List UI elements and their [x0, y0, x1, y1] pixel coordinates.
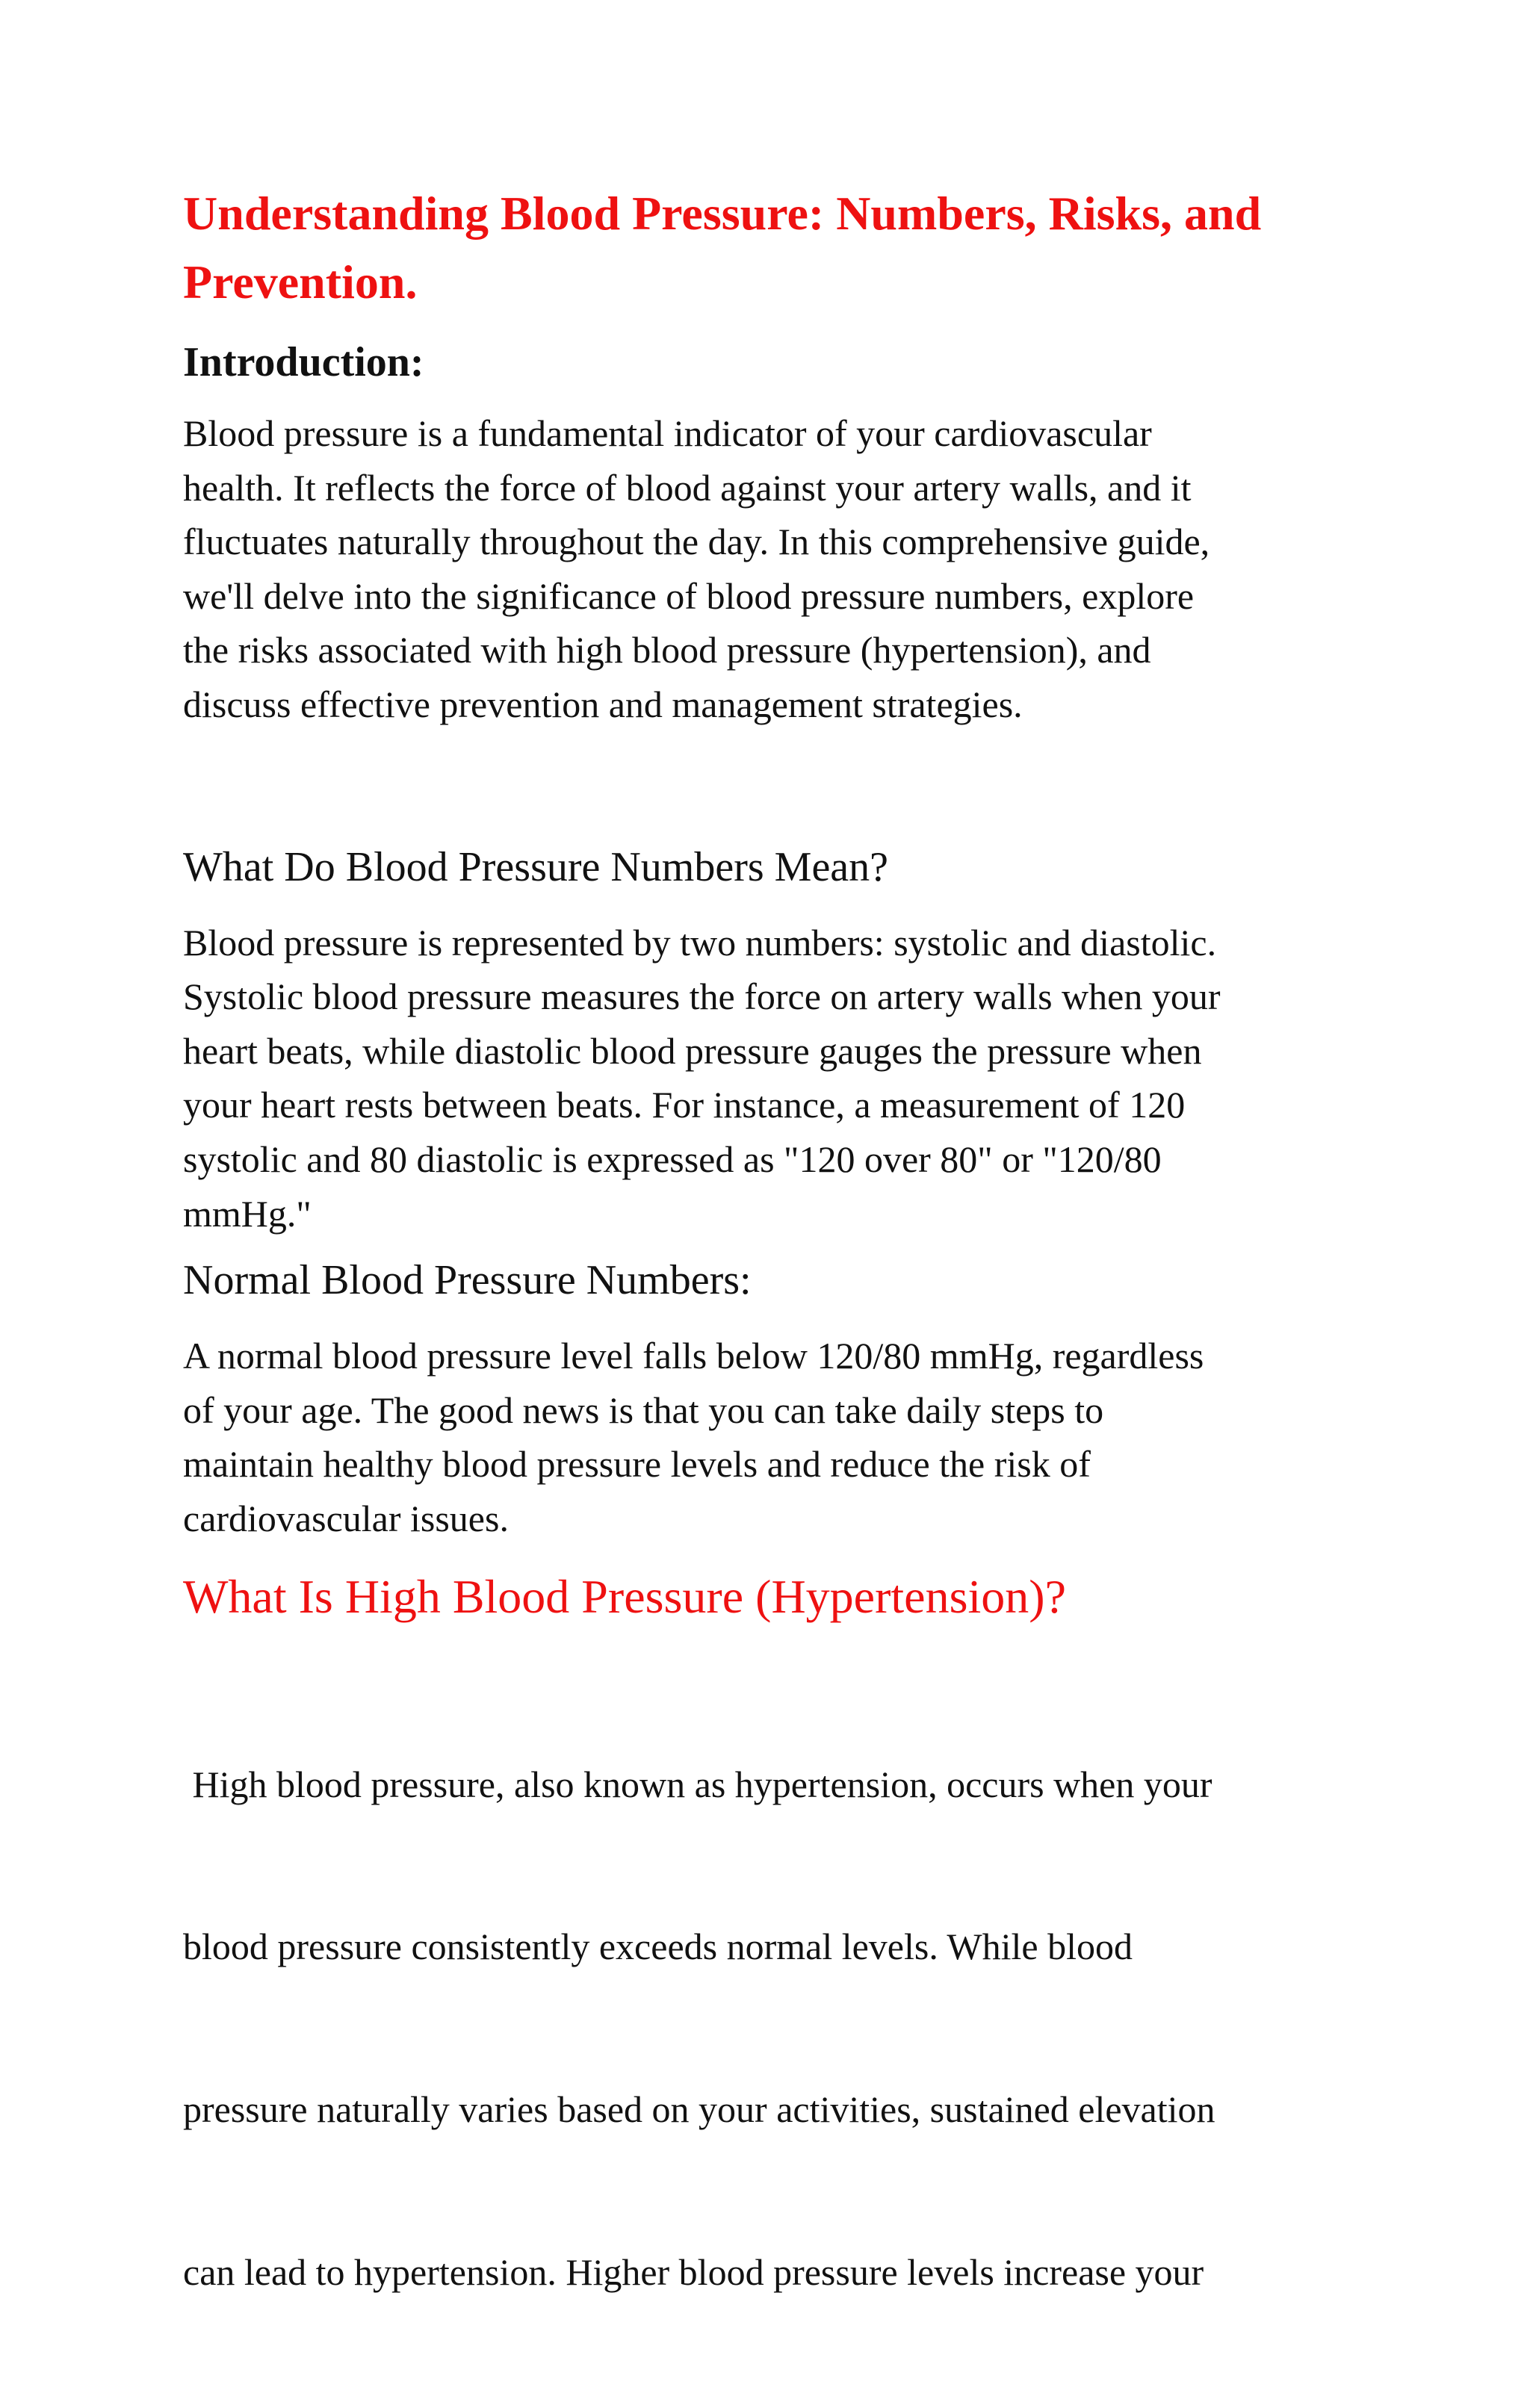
paragraph-line: we'll delve into the significance of blood pressure numbers, explore — [183, 574, 1195, 617]
paragraph-line: cardiovascular issues. — [183, 1497, 509, 1539]
paragraph-numbers-meaning — [183, 916, 1356, 1241]
paragraph-line: blood pressure consistently exceeds normal levels. While blood — [183, 1926, 1133, 1968]
paragraph-line: High blood pressure, also known as hypertension, occurs when your — [183, 1763, 1212, 1805]
paragraph-line: fluctuates naturally throughout the day. In this comprehensive guide, — [183, 521, 1210, 563]
paragraph-line: Blood pressure is represented by two numbers: systolic and diastolic. — [183, 921, 1217, 963]
heading-numbers-meaning: What Do Blood Pressure Numbers Mean? — [183, 843, 889, 890]
paragraph-line: your heart rests between beats. For instance, a measurement of 120 — [183, 1084, 1186, 1126]
paragraph-line: A normal blood pressure level falls below 120/80 mmHg, regardless — [183, 1335, 1204, 1377]
heading-normal-numbers: Normal Blood Pressure Numbers: — [183, 1257, 752, 1304]
paragraph-line: Blood pressure is a fundamental indicator of your cardiovascular — [183, 412, 1152, 454]
paragraph-line: pressure naturally varies based on your activities, sustained elevation — [183, 2088, 1215, 2131]
heading-introduction: Introduction: — [183, 339, 424, 385]
paragraph-line: discuss effective prevention and management strategies. — [183, 683, 1023, 725]
document-title-line-1: Understanding Blood Pressure: Numbers, Risks, and — [183, 187, 1262, 240]
paragraph-line: systolic and 80 diastolic is expressed as "120 over 80" or "120/80 — [183, 1138, 1162, 1180]
paragraph-normal-numbers — [183, 1329, 1356, 1545]
paragraph-line: maintain healthy blood pressure levels and reduce the risk of — [183, 1443, 1091, 1486]
paragraph-line: mmHg." — [183, 1192, 312, 1235]
heading-hypertension: What Is High Blood Pressure (Hypertension)? — [183, 1569, 1066, 1623]
document-title — [183, 179, 1356, 317]
paragraph-line: heart beats, while diastolic blood pressure gauges the pressure when — [183, 1029, 1202, 1072]
paragraph-line: can lead to hypertension. Higher blood pressure levels increase your — [183, 2251, 1204, 2294]
paragraph-line: Systolic blood pressure measures the force on artery walls when your — [183, 975, 1221, 1018]
paragraph-line: health. It reflects the force of blood against your artery walls, and it — [183, 466, 1192, 509]
paragraph-introduction — [183, 406, 1356, 732]
document-title-line-2: Prevention. — [183, 255, 418, 308]
paragraph-line: of your age. The good news is that you can take daily steps to — [183, 1388, 1104, 1431]
paragraph-line: the risks associated with high blood pressure (hypertension), and — [183, 629, 1151, 671]
paragraph-hypertension — [183, 1649, 1356, 2408]
document-content — [183, 179, 1356, 2408]
